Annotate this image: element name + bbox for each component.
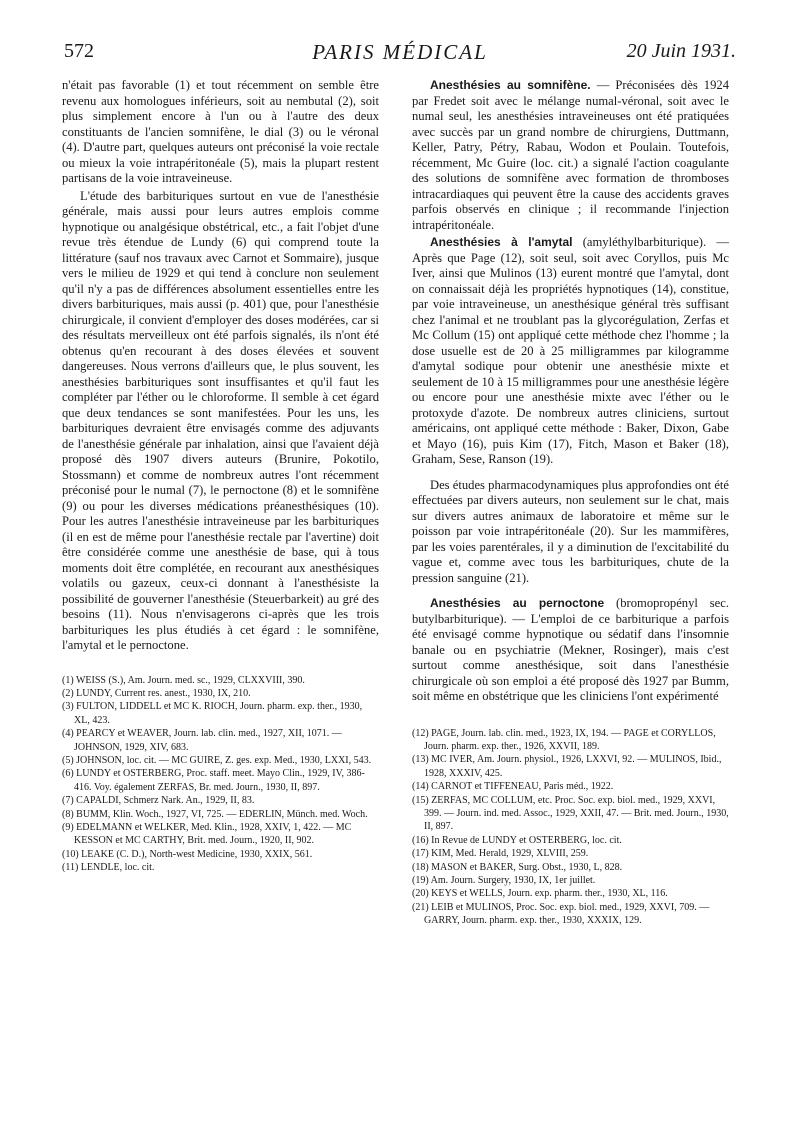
page-header <box>64 40 736 70</box>
footnote: (16) In Revue de LUNDY et OSTERBERG, loc. cit. <box>412 834 622 846</box>
section-pharmacodynamic <box>412 478 729 587</box>
footnote: (15) ZERFAS, MC COLLUM, etc. Proc. Soc. exp. biol. med., 1929, XXVI, 399. — Journ. ind. med. Assoc., 1929, XXII, 47. — Brit. med. Journ., 1930, II, 897. <box>412 794 729 833</box>
section-amytal <box>412 235 729 468</box>
left-column <box>62 78 379 875</box>
section-text: — Préconisées dès 1924 par Fredet soit avec le mélange numal-véronal, soit avec le numal seul, les anesthésies intraveineuses ont été pratiquées avec succès par un grand nombre de chirurgiens, Duttmann, Keller, Patry, Pétry, Rabau, Wodon et Poulain. Toutefois, récemment, Mc Guire (loc. cit.) a signalé l'action coagulante des solutions de somnifène avec formation de thromboses intracardiaques qui peuvent être la cause des accidents graves parfois observés en clinique ; il recommande l'injection intrapéritonéale. <box>412 78 729 232</box>
footnote: (19) Am. Journ. Surgery, 1930, IX, 1er juillet. <box>412 874 596 886</box>
footnote: (8) BUMM, Klin. Woch., 1927, VI, 725. — EDERLIN, Münch. med. Woch. <box>62 808 368 820</box>
left-body <box>62 78 379 654</box>
footnote: (14) CARNOT et TIFFENEAU, Paris méd., 1922. <box>412 781 614 793</box>
paragraph: L'étude des barbituriques surtout en vue de l'anesthésie générale, mais aussi pour leurs autres emplois comme hypnotique ou analgésique obstétrical, etc., a fait l'objet d'une revue très étendue de Lundy (6) qui comprend toute la littérature (sauf nos travaux avec Carnot et Sommaire), jusque vers le milieu de 1929 et qui tend à conclure non seulement qu'il n'y a pas de différences absolument essentielles entre les divers barbituriques, mais aussi (p. 401) que, pour l'anesthésie chirurgicale, il convient d'employer des doses modérées, car si des résultats merveilleux ont été parfois signalés, ils n'ont été obtenus qu'en recourant à des doses élevées et souvent dangereuses. Nous verrons d'ailleurs que, le plus souvent, les anesthésies barbituriques sont insuffisantes et qu'il faut les compléter par l'éther ou le chloroforme. Il semble à cet égard que deux tendances se sont manifestées. Pour les uns, les barbituriques devraient être envisagés comme des adjuvants de l'anesthésie générale par inhalation, ainsi que l'avaient déjà proposé dès 1907 divers auteurs (Brunire, Pokotilo, Stossmann) et comme de nombreux autres l'ont récemment préconisé pour le numal (7), le pernoctone (8) et le somnifène (9) ou pour les diverses médications préanesthésiques (10). Pour les autres l'anesthésie intraveineuse par les barbituriques (il en est de même pour l'anesthésie rectale par l'avertine) doit être considérée comme une anesthésie de base, qui à tous moments doit être complétée, en recourant aux anesthésiques volatils ou gazeux, ceux-ci donnant à l'anesthésiste la possibilité de gouverner l'anesthésie (Steuerbarkeit) au gré des besoins (11). Nous n'envisagerons ci-après que les trois barbituriques les plus étudiés à cet égard : le somnifène, l'amytal et le pernoctone. <box>62 188 379 652</box>
section-pernoctone <box>412 596 729 705</box>
right-column <box>412 78 729 928</box>
footnote: (9) EDELMANN et WELKER, Med. Klin., 1928, XXIV, 1, 422. — MC KESSON et MC CARTHY, Brit. med. Journ., 1920, II, 902. <box>62 821 352 847</box>
footnote: (7) CAPALDI, Schmerz Nark. An., 1929, II, 83. <box>62 795 255 807</box>
section-text: (amyléthylbarbiturique). — Après que Page (12), soit seul, soit avec Coryllos, puis Mc Iver, ainsi que Mulinos (13) eurent montré que l'amytal, dont on connaissait déjà les propriétés hypnotiques (14), constitue, par voie intraveineuse, un anesthésique général très suffisant chez l'animal et ne troublant pas la glycorégulation, Zerfas et Mc Collum (15) ont appliqué cette méthode chez l'homme ; la dose usuelle est de 20 à 25 milligrammes par kilogramme d'amytal sodique pour obtenir une anesthésie mixte et seulement de 10 à 15 milligrammes pour une anesthésie légère ou encore pour une anesthésie mixte avec l'éther ou le protoxyde d'azote. De nombreux autres cliniciens, surtout américains, ont appliqué cette méthode : Baker, Dixon, Gabe et Mayo (16), puis Kim (17), Fitch, Mason et Baker (18), Graham, Sese, Ranson (19). <box>412 235 729 466</box>
paragraph: n'était pas favorable (1) et tout récemment on semble être revenu aux homologues inférieurs, soit au nembutal (2), soit plus simplement encore à l'un ou à l'autre des deux constituants de l'ancien somnifène, le dial (3) ou le véronal (4). D'autre part, quelques auteurs ont préconisé la voie rectale ou mieux la voie intrapéritonéale (5), mais la plupart restent partisans de la voie intraveineuse. <box>62 78 379 185</box>
footnote: (5) JOHNSON, loc. cit. — MC GUIRE, Z. ges. exp. Med., 1930, LXXI, 543. <box>62 754 372 766</box>
footnote: (21) LEIB et MULINOS, Proc. Soc. exp. biol. med., 1929, XXVI, 709. — GARRY, Journ. pharm. exp. ther., 1930, XXXIX, 129. <box>412 901 710 927</box>
section-text: (bromopropényl sec. butylbarbiturique). — L'emploi de ce barbiturique a parfois été envisagé comme hypnotique ou sédatif dans l'insomnie banale ou en psychiatrie (Mekner, Rosinger), mais c'est surtout comme anesthésique, soit dans l'anesthésie chirurgicale où son emploi a été proposé dès 1927 par Bumm, soit même en obstétrique que les cliniciens l'ont expérimenté <box>412 596 729 703</box>
footnote: (1) WEISS (S.), Am. Journ. med. sc., 1929, CLXXVIII, 390. <box>62 674 305 686</box>
issue-date: 20 Juin 1931. <box>626 40 736 62</box>
journal-title: PARIS MÉDICAL <box>312 40 488 64</box>
footnote: (13) MC IVER, Am. Journ. physiol., 1926, LXXVI, 92. — MULINOS, Ibid., 1928, XXXIV, 425. <box>412 754 722 779</box>
footnotes-left <box>62 674 379 875</box>
footnotes-right <box>412 727 729 928</box>
footnote: (17) KIM, Med. Herald, 1929, XLVIII, 259. <box>412 848 589 860</box>
footnote: (3) FULTON, LIDDELL et MC K. RIOCH, Journ. pharm. exp. ther., 1930, XL, 423. <box>62 701 363 726</box>
footnote: (6) LUNDY et OSTERBERG, Proc. staff. meet. Mayo Clin., 1929, IV, 386-416. Voy. également ZERFAS, Br. med. Journ., 1930, II, 897. <box>62 768 365 793</box>
section-title: Anesthésies au pernoctone <box>430 596 605 610</box>
section-text: Des études pharmacodynamiques plus approfondies ont été effectuées par divers auteurs, non seulement sur le chat, mais sur divers autres animaux de laboratoire et même sur le poisson par voie intrapéritonéale (20). Sur les mammifères, par les voies parentérales, il y a diminution de l'excitabilité du vague et, comme avec tous les barbituriques, chute de la pression sanguine (21). <box>412 477 729 585</box>
page-number: 572 <box>64 40 94 62</box>
footnote: (20) KEYS et WELLS, Journ. exp. pharm. ther., 1930, XL, 116. <box>412 888 668 900</box>
right-body <box>412 78 729 705</box>
footnote: (4) PEARCY et WEAVER, Journ. lab. clin. med., 1927, XII, 1071. — JOHNSON, 1929, XIV, 683. <box>62 728 342 753</box>
footnote: (2) LUNDY, Current res. anest., 1930, IX, 210. <box>62 687 251 699</box>
section-somnifene <box>412 78 729 233</box>
section-title: Anesthésies au somnifène. <box>430 78 591 92</box>
footnote: (18) MASON et BAKER, Surg. Obst., 1930, L, 828. <box>412 861 623 873</box>
section-title: Anesthésies à l'amytal <box>430 235 573 249</box>
footnote: (12) PAGE, Journ. lab. clin. med., 1923, IX, 194. — PAGE et CORYLLOS, Journ. pharm. exp. ther., 1926, XXVII, 189. <box>412 727 716 752</box>
footnote: (11) LENDLE, loc. cit. <box>62 862 155 874</box>
footnote: (10) LEAKE (C. D.), North-west Medicine, 1930, XXIX, 561. <box>62 848 313 860</box>
